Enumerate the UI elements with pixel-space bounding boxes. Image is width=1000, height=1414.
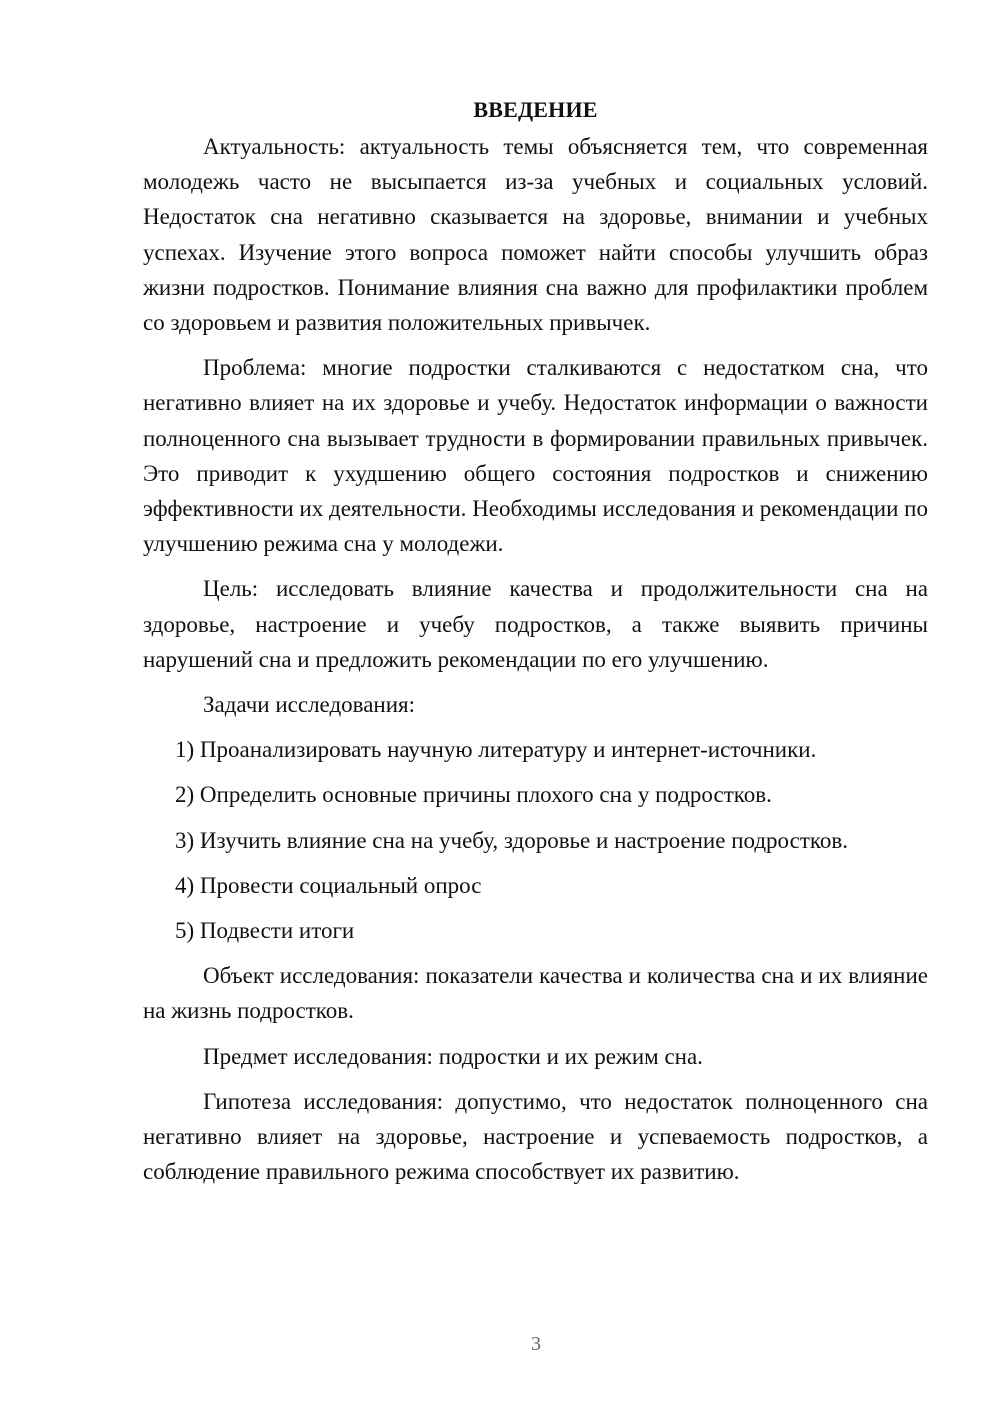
tasks-heading: Задачи исследования: <box>203 692 416 718</box>
problem-paragraph: Проблема: многие подростки сталкиваются с недостатком сна, что негативно влияет на их здоровье и учебу. Недостаток информации о важности полноценного сна вызывает трудности в формировании правильных привычек. Это приводит к ухудшению общего состояния подростков и снижению эффективности их деятельности. Необходимы исследования и рекомендации по улучшению режима сна у молодежи. <box>143 355 928 557</box>
task-item: 1) Проанализировать научную литературу и интернет-источники. <box>175 737 817 763</box>
subject-paragraph: Предмет исследования: подростки и их режим сна. <box>203 1043 703 1069</box>
goal-paragraph: Цель: исследовать влияние качества и продолжительности сна на здоровье, настроение и учебу подростков, а также выявить причины нарушений сна и предложить рекомендации по его улучшению. <box>143 576 928 672</box>
task-item: 5) Подвести итоги <box>175 918 355 944</box>
task-item: 3) Изучить влияние сна на учебу, здоровье и настроение подростков. <box>175 827 848 853</box>
page-content <box>143 92 928 1189</box>
hypothesis-paragraph: Гипотеза исследования: допустимо, что недостаток полноценного сна негативно влияет на здоровье, настроение и успеваемость подростков, а соблюдение правильного режима способствует их развитию. <box>143 1088 928 1185</box>
task-item: 4) Провести социальный опрос <box>175 872 482 898</box>
task-item: 2) Определить основные причины плохого сна у подростков. <box>175 782 772 808</box>
object-paragraph: Объект исследования: показатели качества и количества сна и их влияние на жизнь подростков. <box>143 963 928 1024</box>
tasks-list <box>143 732 928 948</box>
page-number: 3 <box>531 1333 541 1355</box>
page-title: ВВЕДЕНИЕ <box>473 97 598 122</box>
relevance-paragraph: Актуальность: актуальность темы объясняется тем, что современная молодежь часто не высыпается из-за учебных и социальных условий. Недостаток сна негативно сказывается на здоровье, внимании и учебных успехах. Изучение этого вопроса поможет найти способы улучшить образ жизни подростков. Понимание влияния сна важно для профилактики проблем со здоровьем и развития положительных привычек. <box>143 134 928 336</box>
